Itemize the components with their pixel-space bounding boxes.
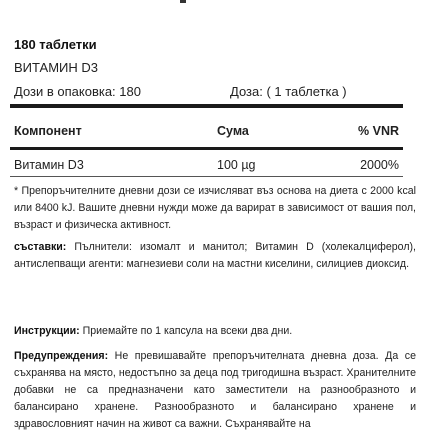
supplement-label-page: [5, 0, 420, 430]
table-bottom-divider: [10, 176, 403, 177]
header-amount: Сума: [217, 124, 249, 138]
warnings-paragraph: [14, 348, 416, 430]
ingredients-label: съставки:: [14, 241, 67, 253]
servings-per-container: Дози в опаковка: 180: [14, 84, 141, 99]
ingredients-paragraph: [14, 239, 416, 273]
footnote: * Препоръчителните дневни дози се изчисляват въз основа на диета с 2000 kcal или 8400 kJ. Вашите дневни нужди може да варират в зависимост от вашия пол, възраст и физическа активност.: [14, 185, 416, 231]
serving-info-row: [14, 84, 403, 99]
thick-divider: [10, 104, 403, 108]
product-title: 180 таблетки: [14, 37, 97, 52]
header-component: Компонент: [14, 124, 82, 138]
top-edge-mark: [180, 0, 186, 3]
row-vnr: 2000%: [360, 158, 399, 172]
header-vnr: % VNR: [358, 124, 399, 138]
product-name: ВИТАМИН D3: [14, 60, 98, 75]
warnings-label: Предупреждения:: [14, 350, 109, 362]
header-divider: [10, 147, 403, 150]
instructions-label: Инструкции:: [14, 325, 80, 337]
row-component: Витамин D3: [14, 158, 84, 172]
row-amount: 100 µg: [217, 158, 256, 172]
instructions-text: Приемайте по 1 капсула на всеки два дни.: [79, 325, 293, 337]
supplement-facts-box: [10, 33, 403, 177]
warnings-text: Не превишавайте препоръчителната дневна доза. Да се съхранява на място, недостъпно за деца под тригодишна възраст. Хранителните добавки не са предназначени като заместители на разнообразното и балансирано хранене. Разнообразното и балансирано хранене и здравословният начин на живот са важни. Съхранявайте на: [14, 350, 416, 430]
ingredients-text: Пълнители: изомалт и манитол; Витамин D (холекалциферол), антислепващи агенти: магнезиеви соли на мастни киселини, силициев диоксид.: [14, 241, 416, 270]
instructions-paragraph: [14, 323, 419, 340]
serving-size: Доза: ( 1 таблетка ): [230, 84, 347, 99]
